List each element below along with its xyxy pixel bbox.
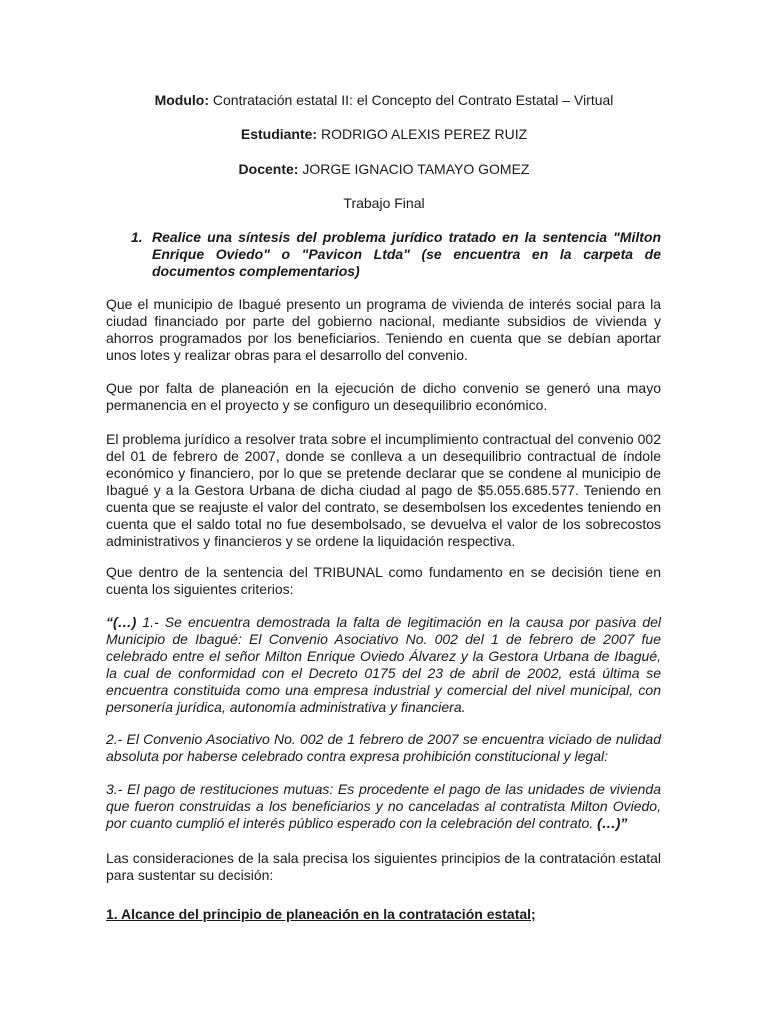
section-heading: 1. Alcance del principio de planeación en la contratación estatal;	[106, 906, 536, 922]
teacher-value: JORGE IGNACIO TAMAYO GOMEZ	[298, 161, 530, 177]
quote-criterion-3	[106, 781, 661, 832]
module-value: Contratación estatal II: el Concepto del Contrato Estatal – Virtual	[209, 92, 614, 108]
question-text: Realice una síntesis del problema jurídico tratado en la sentencia "Milton Enrique Oviedo" o "Pavicon Ltda" (se encuentra en la carpeta de documentos complementarios)	[152, 229, 661, 279]
teacher-label: Docente:	[238, 161, 299, 177]
quote-criterion-1	[106, 614, 661, 716]
module-label: Modulo:	[154, 92, 209, 108]
student-line	[0, 126, 768, 143]
paragraph-3: El problema jurídico a resolver trata sobre el incumplimiento contractual del convenio 002 del 01 de febrero de 2007, donde se conlleva a un desequilibrio contractual de índole económico y financiero, por lo que se pretende declarar que se condene al municipio de Ibagué y a la Gestora Urbana de dicha ciudad al pago de $5.055.685.577. Teniendo en cuenta que se reajuste el valor del contrato, se desembolsen los excedentes teniendo en cuenta que el saldo total no fue desembolsado, se devuelva el valor de los sobrecostos administrativos y financieros y se ordene la liquidación respectiva.	[106, 431, 661, 549]
quote-criterion-3-text: 3.- El pago de restituciones mutuas: Es procedente el pago de las unidades de vivienda que fueron construidas a los beneficiarios y no canceladas al contratista Milton Oviedo, por cuanto cumplió el interés público esperado con la celebración del contrato.	[106, 781, 661, 831]
student-value: RODRIGO ALEXIS PEREZ RUIZ	[317, 126, 528, 142]
quote-criterion-2: 2.- El Convenio Asociativo No. 002 de 1 febrero de 2007 se encuentra viciado de nulidad absoluta por haberse celebrado contra expresa prohibición constitucional y legal:	[106, 731, 661, 764]
quote-close: (…)”	[597, 815, 628, 831]
question-number: 1.	[131, 229, 143, 245]
student-label: Estudiante:	[240, 126, 318, 142]
quote-criterion-1-text: 1.- Se encuentra demostrada la falta de legitimación en la causa por pasiva del Municipio de Ibagué: El Convenio Asociativo No. 002 del 1 de febrero de 2007 fue celebrado entre el señor Milton Enrique Oviedo Álvarez y la Gestora Urbana de Ibagué, la cual de conformidad con el Decreto 0175 del 23 de abril de 2002, está última se encuentra constituida como una empresa industrial y comercial del nivel municipal, con personería jurídica, autonomía administrativa y financiera.	[106, 614, 661, 715]
paragraph-2: Que por falta de planeación en la ejecución de dicho convenio se generó una mayo permanencia en el proyecto y se configuro un desequilibrio económico.	[106, 380, 661, 413]
paragraph-1: Que el municipio de Ibagué presento un programa de vivienda de interés social para la ciudad financiado por parte del gobierno nacional, mediante subsidios de vivienda y ahorros programados por los beneficiarios. Teniendo en cuenta que se debían aportar unos lotes y realizar obras para el desarrollo del convenio.	[106, 296, 661, 363]
work-title: Trabajo Final	[343, 195, 425, 211]
module-line	[0, 92, 768, 109]
teacher-line	[0, 161, 768, 178]
question-1	[131, 229, 661, 280]
quote-open: “(…)	[106, 614, 137, 630]
paragraph-4: Que dentro de la sentencia del TRIBUNAL como fundamento en se decisión tiene en cuenta los siguientes criterios:	[106, 564, 661, 597]
paragraph-5: Las consideraciones de la sala precisa los siguientes principios de la contratación estatal para sustentar su decisión:	[106, 850, 661, 883]
